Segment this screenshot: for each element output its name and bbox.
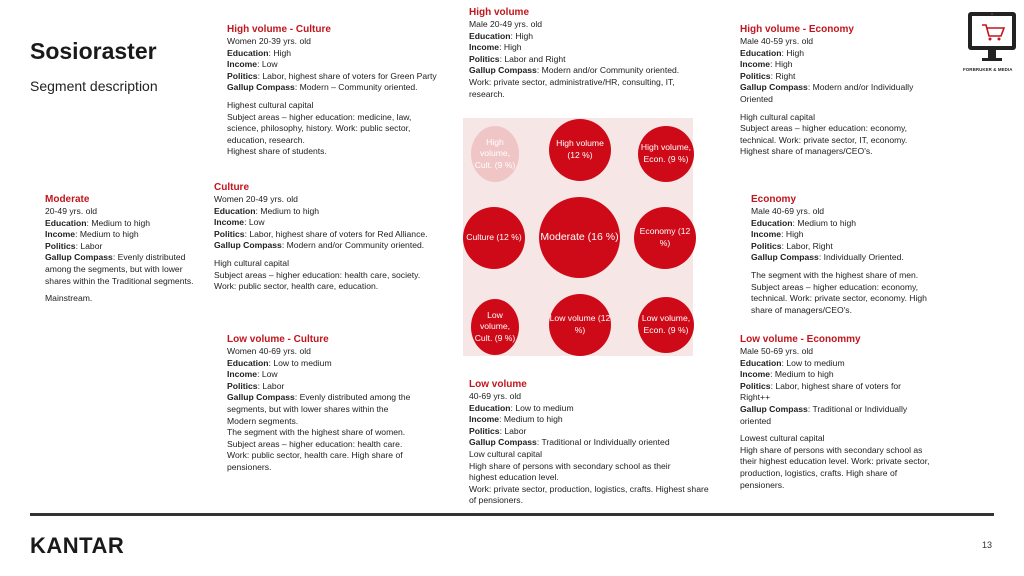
segment-note: Mainstream. xyxy=(45,293,93,304)
segment-age: Male 40-69 yrs. old xyxy=(751,206,825,216)
circle-high-volume-econ: High volume, Econ. (9 %) xyxy=(638,126,694,182)
segment-education: Education: Low to medium xyxy=(227,357,332,368)
segment-politics: Politics: Labor, highest share of voters for Red Alliance. xyxy=(214,228,428,239)
segment-income: Income: Medium to high xyxy=(469,414,563,425)
segment-note: High share of persons with secondary school as their highest education level. xyxy=(469,460,671,483)
segment-income: Income: Medium to high xyxy=(45,229,139,240)
segment-politics: Politics: Right xyxy=(740,70,796,81)
segment-note: Low cultural capital xyxy=(469,448,543,459)
segment-high-volume-economy xyxy=(740,23,930,158)
footer-divider xyxy=(30,513,994,516)
segment-income: Income: High xyxy=(751,229,804,240)
segment-note: Subject areas – higher education: health care, society. Work: public sector, health care, education. xyxy=(214,269,421,292)
circle-moderate: Moderate (16 %) xyxy=(539,197,620,278)
circle-low-volume-cult: Low volume, Cult. (9 %) xyxy=(471,299,519,355)
segment-age: 40-69 yrs. old xyxy=(469,391,522,401)
segment-note: Work: private sector, administrative/HR, consulting, IT, research. xyxy=(469,76,675,99)
segment-note: Highest share of students. xyxy=(227,146,327,157)
circle-low-volume-econ: Low volume, Econ. (9 %) xyxy=(638,297,694,353)
page-number: 13 xyxy=(981,540,992,550)
segment-gallup: Gallup Compass: Modern and/or Community oriented. xyxy=(214,240,425,251)
circle-economy: Economy (12 %) xyxy=(634,207,696,269)
segment-education: Education: Low to medium xyxy=(469,402,574,413)
segment-gallup: Gallup Compass: Evenly distributed among the segments, but with lower shares within the Modern segments. xyxy=(227,392,411,426)
segment-politics: Politics: Labor, Right xyxy=(751,240,833,251)
segment-education: Education: High xyxy=(469,30,534,41)
circle-high-volume: High volume (12 %) xyxy=(549,119,611,181)
segment-age: Male 50-69 yrs. old xyxy=(740,346,814,356)
segment-heading: Low volume - Culture xyxy=(227,334,329,345)
segment-age: Women 20-49 yrs. old xyxy=(214,194,298,204)
segment-note: Subject areas – higher education: medicine, law, science, philosophy, history. Work: public sector, education, research. xyxy=(227,111,412,145)
segment-gallup: Gallup Compass: Modern and/or Community oriented. xyxy=(469,65,680,76)
monitor-cart-icon xyxy=(964,10,1020,66)
segment-education: Education: Low to medium xyxy=(740,357,845,368)
segment-heading: Culture xyxy=(214,182,249,193)
segment-income: Income: Low xyxy=(227,59,278,70)
segment-gallup: Gallup Compass: Modern – Community oriented. xyxy=(227,82,418,93)
segment-heading: High volume - Economy xyxy=(740,24,854,35)
circle-culture: Culture (12 %) xyxy=(463,207,525,269)
page-title: Sosioraster xyxy=(30,38,157,64)
segment-politics: Politics: Labor xyxy=(45,240,103,251)
segment-note: High cultural capital xyxy=(214,257,289,268)
segment-politics: Politics: Labor xyxy=(469,425,527,436)
segment-gallup: Gallup Compass: Individually Oriented. xyxy=(751,252,904,263)
segment-note: Lowest cultural capital xyxy=(740,433,825,444)
segment-heading: Low volume xyxy=(469,379,527,390)
segment-education: Education: Medium to high xyxy=(45,217,151,228)
segment-note: High cultural capital xyxy=(740,111,815,122)
circle-low-volume: Low volume (12 %) xyxy=(549,294,611,356)
segment-income: Income: High xyxy=(469,42,522,53)
segment-gallup: Gallup Compass: Evenly distributed among the segments, but with lower shares within the Traditional segments. xyxy=(45,252,194,286)
segment-note: The segment with the highest share of men. Subject areas – higher education: economy, technical. Work: private sector, economy. High share of managers/CEO's. xyxy=(751,269,927,315)
segment-economy xyxy=(751,193,941,316)
segment-income: Income: Low xyxy=(214,217,265,228)
segment-politics: Politics: Labor and Right xyxy=(469,53,566,64)
segment-note: High share of persons with secondary school as their highest education level. Work: private sector, production, logistics, crafts. High share of pensioners. xyxy=(740,444,930,490)
page-subtitle: Segment description xyxy=(30,78,158,94)
segment-note: Highest cultural capital xyxy=(227,99,314,110)
segment-heading: Economy xyxy=(751,194,797,205)
corner-logo-caption: FORBRUKER & MEDIA xyxy=(963,67,1013,72)
segment-gallup: Gallup Compass: Traditional or Individually oriented xyxy=(469,437,670,448)
segment-heading: Low volume - Econommy xyxy=(740,334,861,345)
segment-low-volume xyxy=(469,378,714,507)
segment-education: Education: Medium to high xyxy=(751,217,857,228)
segment-note: Work: private sector, production, logistics, crafts. Highest share of pensioners. xyxy=(469,483,709,506)
segment-age: Male 20-49 yrs. old xyxy=(469,19,543,29)
segment-heading: High volume xyxy=(469,7,530,18)
segment-culture xyxy=(214,181,436,293)
segment-gallup: Gallup Compass: Modern and/or Individually Oriented xyxy=(740,82,914,104)
segment-income: Income: Low xyxy=(227,369,278,380)
segment-politics: Politics: Labor, highest share of voters for Right++ xyxy=(740,380,901,403)
circle-high-volume-cult: High volume, Cult. (9 %) xyxy=(471,126,519,182)
segment-note: Subject areas – higher education: economy, technical. Work: private sector, IT, economy. Highest share of managers/CEO's. xyxy=(740,123,908,157)
segment-heading: High volume - Culture xyxy=(227,24,331,35)
kantar-logo: KANTAR xyxy=(30,533,125,558)
segment-high-volume xyxy=(469,6,714,100)
segment-politics: Politics: Labor, highest share of voters for Green Party xyxy=(227,70,437,81)
segment-moderate xyxy=(45,193,195,305)
segment-gallup: Gallup Compass: Traditional or Individually oriented xyxy=(740,403,908,426)
segment-heading: Moderate xyxy=(45,194,90,205)
segment-income: Income: Medium to high xyxy=(740,369,834,380)
segment-age: 20-49 yrs. old xyxy=(45,206,98,216)
segment-education: Education: High xyxy=(740,47,805,58)
segment-note: The segment with the highest share of women. Subject areas – higher education: health care. Work: public sector, health care. High share of pensioners. xyxy=(227,427,406,472)
segment-low-volume-culture xyxy=(227,333,413,474)
segment-income: Income: High xyxy=(740,59,793,70)
segment-education: Education: Medium to high xyxy=(214,205,320,216)
segment-age: Male 40-59 yrs. old xyxy=(740,36,814,46)
segment-age: Women 40-69 yrs. old xyxy=(227,346,311,356)
segment-age: Women 20-39 yrs. old xyxy=(227,36,311,46)
segment-low-volume-economy xyxy=(740,333,930,491)
segment-high-volume-culture xyxy=(227,23,463,158)
segment-politics: Politics: Labor xyxy=(227,380,285,391)
segment-education: Education: High xyxy=(227,47,292,58)
